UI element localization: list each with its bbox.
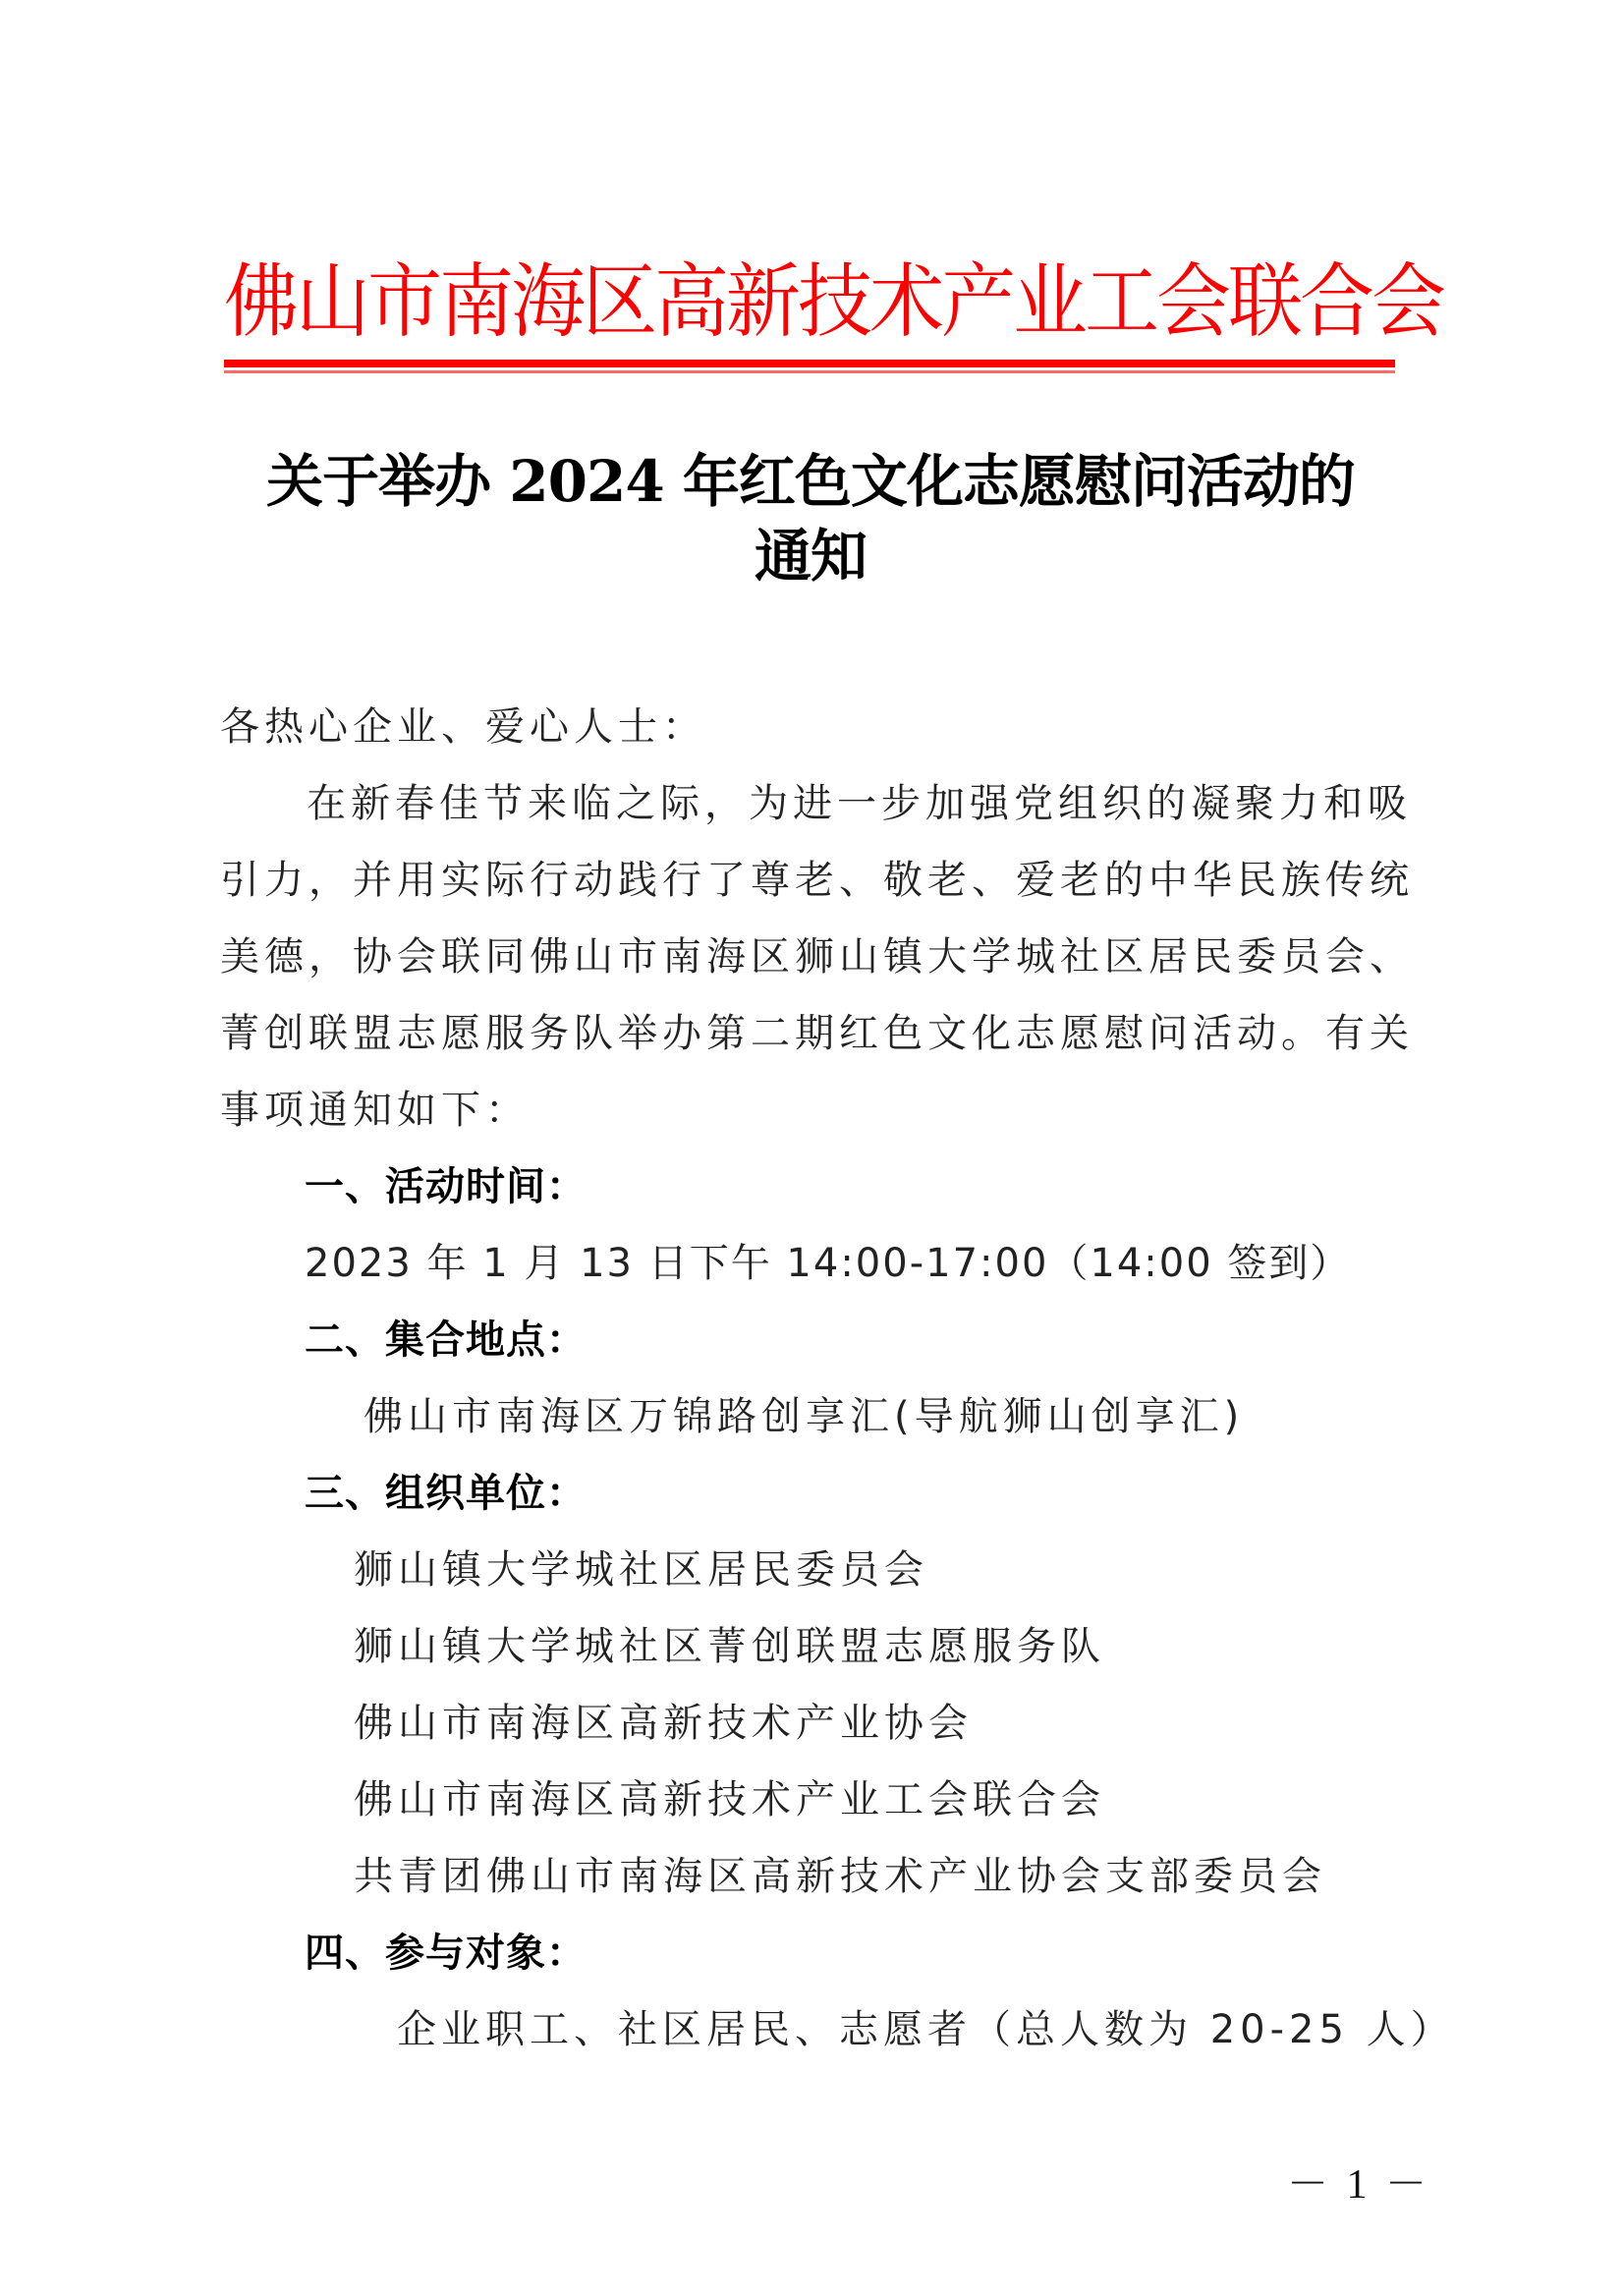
letterhead-red-rule-thick [224,360,1395,367]
intro-paragraph-line: 引力，并用实际行动践行了尊老、敬老、爱老的中华民族传统 [220,858,1414,903]
organizer-item: 狮山镇大学城社区居民委员会 [354,1547,928,1593]
intro-paragraph-line: 事项通知如下： [220,1088,530,1133]
document-title [196,444,1425,593]
intro-paragraph-line: 在新春佳节来临之际，为进一步加强党组织的凝聚力和吸 [307,781,1412,826]
section-heading-time: 一、活动时间： [305,1164,587,1209]
organizer-item: 佛山市南海区高新技术产业协会 [354,1701,973,1746]
organizer-item: 佛山市南海区高新技术产业工会联合会 [354,1777,1105,1822]
document-title-line-2: 通知 [754,523,867,589]
salutation: 各热心企业、爱心人士： [220,704,706,750]
organizer-item: 共青团佛山市南海区高新技术产业协会支部委员会 [354,1854,1326,1899]
letterhead-red-rule-thin [224,370,1395,373]
page-number: － 1 － [1287,2162,1431,2208]
intro-paragraph-line: 菁创联盟志愿服务队举办第二期红色文化志愿慰问活动。有关 [220,1011,1414,1056]
section-heading-location: 二、集合地点： [305,1317,587,1363]
participants: 企业职工、社区居民、志愿者（总人数为 20-25 人） [397,2007,1455,2052]
section-heading-organizers: 三、组织单位： [305,1471,587,1516]
meeting-location: 佛山市南海区万锦路创享汇(导航狮山创享汇) [364,1394,1245,1439]
section-heading-participants: 四、参与对象： [305,1931,587,1976]
document-title-line-1: 关于举办 2024 年红色文化志愿慰问活动的 [266,448,1355,515]
organizer-item: 狮山镇大学城社区菁创联盟志愿服务队 [354,1624,1105,1669]
intro-paragraph-line: 美德，协会联同佛山市南海区狮山镇大学城社区居民委员会、 [220,934,1414,980]
activity-time: 2023 年 1 月 13 日下午 14:00-17:00（14:00 签到） [305,1241,1352,1286]
organization-letterhead: 佛山市南海区高新技术产业工会联合会 [224,253,1443,349]
